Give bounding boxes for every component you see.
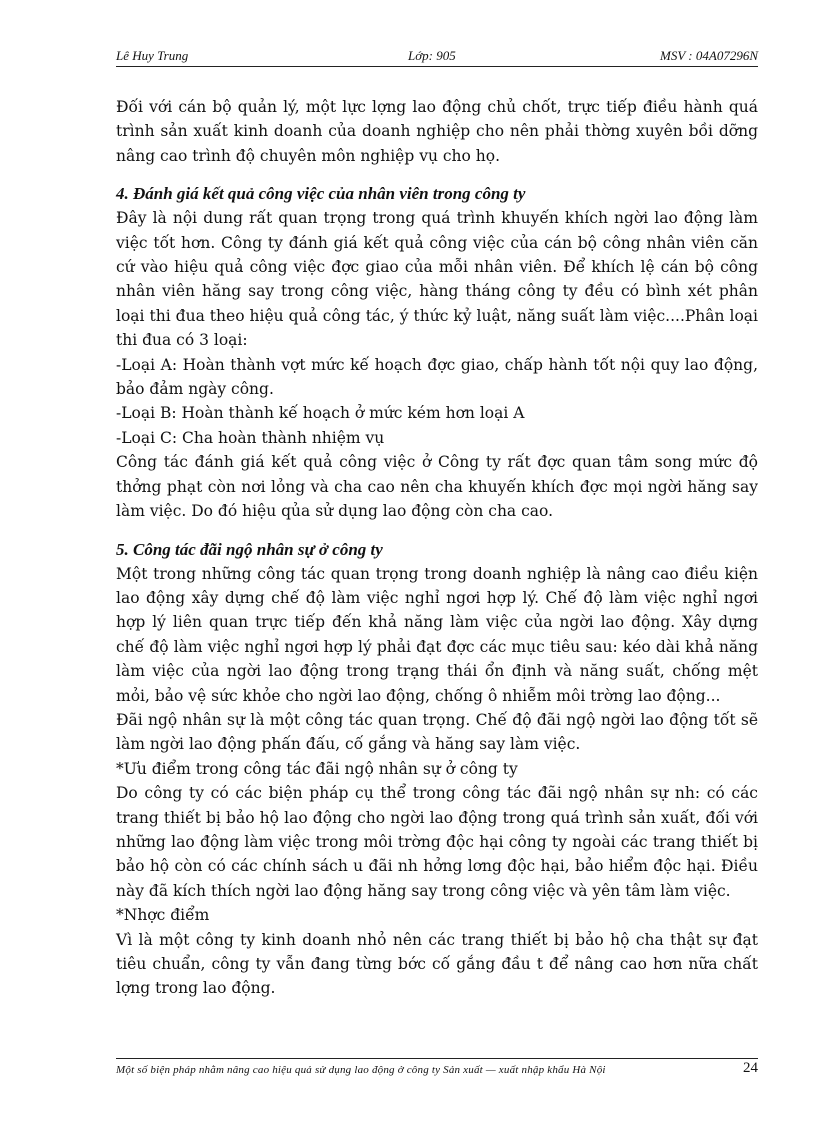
document-body <box>116 95 758 1001</box>
section-heading-4: 4. Đánh giá kết quả công việc của nhân viên trong công ty <box>116 184 526 204</box>
header-student-id: MSV : 04A07296N <box>660 48 758 63</box>
page-footer <box>116 1058 758 1084</box>
header-author: Lê Huy Trung <box>116 48 189 63</box>
list-item-type-a: -Loại A: Hoàn thành vợt mức kế hoạch đợc giao, chấp hành tốt nội quy lao động, bảo đảm ngày công. <box>116 355 758 399</box>
paragraph: Đãi ngộ nhân sự là một công tác quan trọng. Chế độ đãi ngộ ngời lao động tốt sẽ làm ngời lao động phấn đấu, cố gắng và hăng say làm việc. <box>116 710 758 754</box>
list-item-type-b: -Loại B: Hoàn thành kế hoạch ở mức kém hơn loại A <box>116 404 525 423</box>
paragraph: Vì là một công ty kinh doanh nhỏ nên các trang thiết bị bảo hộ cha thật sự đạt tiêu chuẩn, công ty vẫn đang từng bớc cố gắng đầu t để nâng cao hơn nữa chất lợng trong lao động. <box>116 930 758 998</box>
paragraph: Đây là nội dung rất quan trọng trong quá trình khuyến khích ngời lao động làm việc tốt hơn. Công ty đánh giá kết quả công việc của cán bộ công nhân viên căn cứ vào hiệu quả công việc đợc giao của mỗi nhân viên. Để khích lệ cán bộ công nhân viên hăng say trong công việc, hàng tháng công ty đều có bình xét phân loại thi đua theo hiệu quả công tác, ý thức kỷ luật, năng suất làm việc....Phân loại thi đua có 3 loại: <box>116 209 758 350</box>
paragraph: Công tác đánh giá kết quả công việc ở Công ty rất đợc quan tâm song mức độ thởng phạt còn nơi lỏng và cha cao nên cha khuyến khích đợc mọi ngời hăng say làm việc. Do đó hiệu qủa sử dụng lao động còn cha cao. <box>116 453 758 521</box>
footer-title: Một số biện pháp nhằm nâng cao hiệu quả sử dụng lao động ở công ty Sản xuất — xuất nhập khẩu Hà Nội <box>116 1064 606 1076</box>
subheading-advantages: *Ưu điểm trong công tác đãi ngộ nhân sự ở công ty <box>116 759 518 778</box>
header-class: Lớp: 905 <box>408 48 456 63</box>
section-heading-5: 5. Công tác đãi ngộ nhân sự ở công ty <box>116 539 383 559</box>
paragraph: Một trong những công tác quan trọng trong doanh nghiệp là nâng cao điều kiện lao động xây dựng chế độ làm việc nghỉ ngơi hợp lý. Chế độ làm việc nghỉ ngơi hợp lý liên quan trực tiếp đến khả năng làm việc của ngời lao động. Xây dựng chế độ làm việc nghỉ ngơi hợp lý phải đạt đợc các mục tiêu sau: kéo dài khả năng làm việc của ngời lao động trong trạng thái ổn định và năng suất, chống mệt mỏi, bảo vệ sức khỏe cho ngời lao động, chống ô nhiễm môi trờng lao động... <box>116 564 758 705</box>
paragraph: Do công ty có các biện pháp cụ thể trong công tác đãi ngộ nhân sự nh: có các trang thiết bị bảo hộ lao động cho ngời lao động trong quá trình sản xuất, đối với những lao động làm việc trong môi trờng độc hại công ty ngoài các trang thiết bị bảo hộ còn có các chính sách u đãi nh hởng lơng độc hại, bảo hiểm độc hại. Điều này đã kích thích ngời lao động hăng say trong công việc và yên tâm làm việc. <box>116 784 758 900</box>
list-item-type-c: -Loại C: Cha hoàn thành nhiệm vụ <box>116 428 385 447</box>
paragraph: Đối với cán bộ quản lý, một lực lợng lao động chủ chốt, trực tiếp điều hành quá trình sản xuất kinh doanh của doanh nghiệp cho nên phải thờng xuyên bồi dỡng nâng cao trình độ chuyên môn nghiệp vụ cho họ. <box>116 98 758 165</box>
page-header <box>116 48 758 67</box>
subheading-disadvantages: *Nhợc điểm <box>116 906 210 925</box>
page-number: 24 <box>743 1060 758 1076</box>
